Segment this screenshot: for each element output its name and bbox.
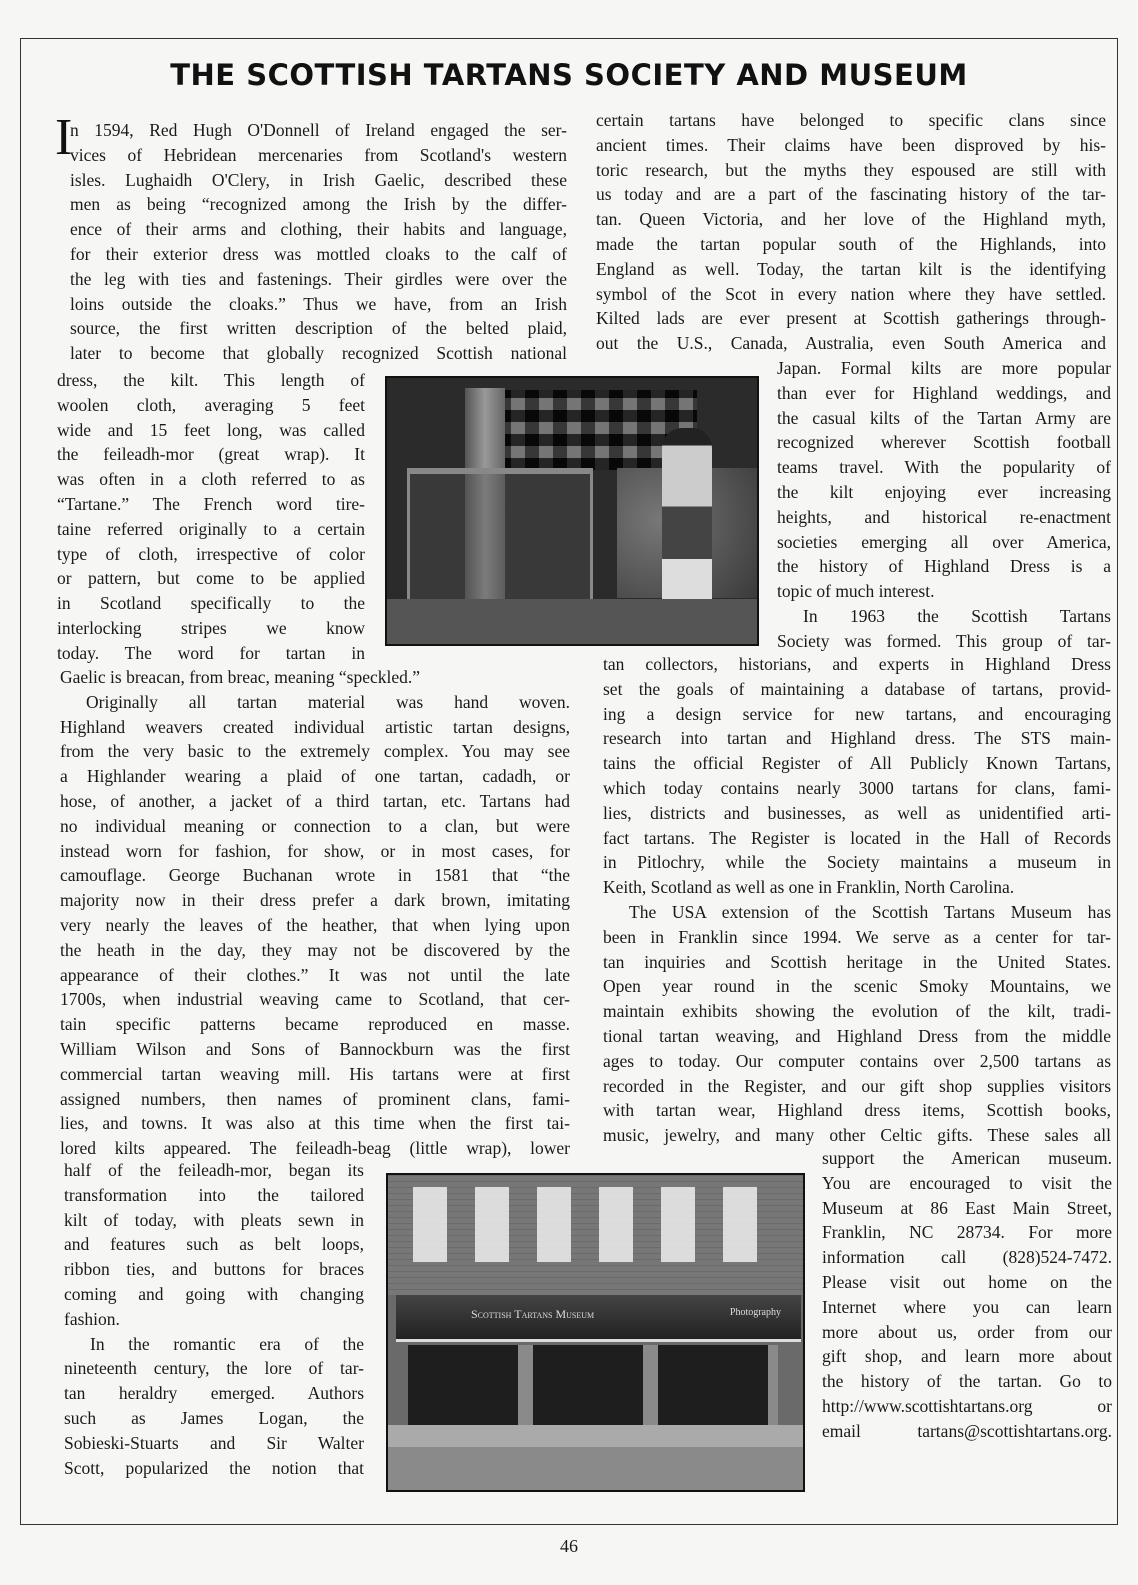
text-line: nineteenth century, the lore of tar- [64, 1358, 364, 1379]
sidewalk [388, 1425, 803, 1447]
text-line: tan collectors, historians, and experts in Highland Dress [603, 654, 1111, 674]
text-line: ancient times. Their claims have been disproved by his- [596, 134, 1106, 155]
text-line: You are encouraged to visit the [822, 1172, 1112, 1193]
text-line: with tartan wear, Highland dress items, Scottish books, [603, 1100, 1111, 1121]
text-line: made the tartan popular south of the Highlands, into [596, 233, 1106, 254]
floor [387, 599, 757, 644]
upper-windows [413, 1187, 773, 1262]
text-line: Museum at 86 East Main Street, [822, 1197, 1112, 1218]
text-line: tan. Queen Victoria, and her love of the Highland myth, [596, 209, 1106, 230]
text-line: dress, the kilt. This length of [57, 370, 365, 390]
text-line: interlocking stripes we know [57, 617, 365, 638]
text-line: wide and 15 feet long, was called [57, 419, 365, 440]
text-line: maintain exhibits showing the evolution of the kilt, tradi- [603, 1001, 1111, 1022]
text-line: William Wilson and Sons of Bannockburn was the first [60, 1038, 570, 1059]
text-line: source, the first written description of the belted plaid, [70, 318, 567, 339]
text-line: tains the official Register of All Publicly Known Tartans, [603, 753, 1111, 774]
text-line: topic of much interest. [777, 581, 935, 602]
shop-windows [408, 1345, 778, 1425]
text-line: isles. Lughaidh O'Clery, in Irish Gaelic, described these [70, 169, 567, 190]
text-line: fashion. [64, 1308, 120, 1329]
text-line: set the goals of maintaining a database of tartans, provid- [603, 678, 1111, 699]
text-line: toric research, but the myths they espoused are still with [596, 159, 1106, 180]
text-line: later to become that globally recognized Scottish national [70, 343, 567, 364]
text-line: tan inquiries and Scottish heritage in the United States. [603, 951, 1111, 972]
text-line: lies, and towns. It was also at this time when the first tai- [60, 1113, 570, 1134]
text-line: gift shop, and learn more about [822, 1346, 1112, 1367]
article-title: THE SCOTTISH TARTANS SOCIETY AND MUSEUM [170, 58, 968, 92]
text-line: heights, and historical re-enactment [777, 506, 1111, 527]
text-block-left-narrow-2 [64, 1158, 364, 1480]
text-line: In 1963 the Scottish Tartans [803, 605, 1111, 626]
text-line: today. The word for tartan in [57, 642, 365, 663]
text-line: teams travel. With the popularity of [777, 457, 1111, 478]
text-line: a Highlander wearing a plaid of one tartan, cadadh, or [60, 766, 570, 787]
text-line: societies emerging all over America, [777, 531, 1111, 552]
mannequin [662, 428, 712, 603]
awning [396, 1295, 801, 1342]
text-line: In the romantic era of the [90, 1333, 364, 1354]
text-line: Scott, popularized the notion that [64, 1457, 364, 1478]
text-line: vices of Hebridean mercenaries from Scotland's western [70, 144, 567, 165]
loom [407, 468, 593, 607]
page-number: 46 [560, 1536, 578, 1556]
text-line: n 1594, Red Hugh O'Donnell of Ireland engaged the ser- [70, 120, 567, 140]
text-line: fact tartans. The Register is located in the Hall of Records [603, 827, 1111, 848]
text-line: ence of their arms and clothing, their habits and language, [70, 219, 567, 240]
text-line: for their exterior dress was mottled cloaks to the calf of [70, 243, 567, 264]
text-line: Gaelic is breacan, from breac, meaning “speckled.” [60, 667, 421, 687]
text-line: the casual kilts of the Tartan Army are [777, 407, 1111, 428]
text-line: lies, districts and businesses, as well as unidentified arti- [603, 802, 1111, 823]
text-line: symbol of the Scot in every nation where they have settled. [596, 283, 1106, 304]
text-line: Internet where you can learn [822, 1296, 1112, 1317]
text-line: the history of the tartan. Go to [822, 1371, 1112, 1392]
text-line: music, jewelry, and many other Celtic gifts. These sales all [603, 1125, 1111, 1146]
text-line: woolen cloth, averaging 5 feet [57, 394, 365, 415]
text-line: information call (828)524-7472. [822, 1247, 1112, 1268]
text-line: majority now in their dress prefer a dark brown, imitating [60, 890, 570, 911]
street [388, 1447, 803, 1490]
text-block-intro [70, 118, 567, 366]
text-line: camouflage. George Buchanan wrote in 1581 that “the [60, 865, 570, 886]
text-line: such as James Logan, the [64, 1407, 364, 1428]
text-line: coming and going with changing [64, 1283, 364, 1304]
text-line: Please visit out home on the [822, 1271, 1112, 1292]
text-line: certain tartans have belonged to specific clans since [596, 110, 1106, 130]
text-line: support the American museum. [822, 1148, 1112, 1168]
text-line: Sobieski-Stuarts and Sir Walter [64, 1432, 364, 1453]
text-line: kilt of today, with pleats sewn in [64, 1209, 364, 1230]
text-line: type of cloth, irrespective of color [57, 543, 365, 564]
text-line: instead worn for fashion, for show, or in most cases, for [60, 840, 570, 861]
text-line: men as being “recognized among the Irish by the differ- [70, 194, 567, 215]
text-line: tan heraldry emerged. Authors [64, 1383, 364, 1404]
text-line: was often in a cloth referred to as [57, 469, 365, 490]
text-line: commercial tartan weaving mill. His tartans were at first [60, 1063, 570, 1084]
text-line: Open year round in the scenic Smoky Mountains, we [603, 976, 1111, 997]
text-line: Kilted lads are ever present at Scottish gatherings through- [596, 308, 1106, 329]
text-line: in Scotland specifically to the [57, 593, 365, 614]
text-block-right-main [603, 652, 1111, 1148]
text-line: which today contains nearly 3000 tartans for clans, fami- [603, 777, 1111, 798]
text-line: loins outside the cloaks.” Thus we have, from an Irish [70, 293, 567, 314]
text-line: taine referred originally to a certain [57, 518, 365, 539]
text-line: out the U.S., Canada, Australia, even South America and [596, 333, 1106, 354]
text-line: email tartans@scottishtartans.org. [822, 1420, 1112, 1441]
text-line: hose, of another, a jacket of a third tartan, etc. Tartans had [60, 790, 570, 811]
text-line: assigned numbers, then names of prominent clans, fami- [60, 1088, 570, 1109]
awning-text-photography: Photography [729, 1307, 781, 1318]
text-line: half of the feileadh-mor, began its [64, 1160, 364, 1180]
text-line: England as well. Today, the tartan kilt is the identifying [596, 258, 1106, 279]
text-line: recorded in the Register, and our gift shop supplies visitors [603, 1075, 1111, 1096]
text-line: been in Franklin since 1994. We serve as a center for tar- [603, 926, 1111, 947]
drop-cap: I [55, 109, 73, 166]
photo-loom-exhibit [385, 376, 759, 646]
text-line: very nearly the leaves of the heather, that when lying upon [60, 914, 570, 935]
text-block-left-narrow-1 [57, 368, 365, 666]
text-line: transformation into the tailored [64, 1184, 364, 1205]
text-line: tional tartan weaving, and Highland Dress from the middle [603, 1025, 1111, 1046]
text-line: more about us, order from our [822, 1321, 1112, 1342]
text-line: Highland weavers created individual artistic tartan designs, [60, 716, 570, 737]
text-line: than ever for Highland weddings, and [777, 382, 1111, 403]
text-block-right-top [596, 108, 1106, 356]
text-line: Keith, Scotland as well as one in Franklin, North Carolina. [603, 877, 1015, 898]
text-line: and features such as belt loops, [64, 1234, 364, 1255]
text-line: ages to today. Our computer contains over 2,500 tartans as [603, 1050, 1111, 1071]
text-line: research into tartan and Highland dress. The STS main- [603, 728, 1111, 749]
text-line: from the very basic to the extremely complex. You may see [60, 741, 570, 762]
text-line: Franklin, NC 28734. For more [822, 1222, 1112, 1243]
text-line: 1700s, when industrial weaving came to Scotland, that cer- [60, 989, 570, 1010]
text-line: lored kilts appeared. The feileadh-beag (little wrap), lower [60, 1138, 570, 1159]
text-line: the heath in the day, they may not be discovered by the [60, 939, 570, 960]
text-line: the leg with ties and fastenings. Their girdles were over the [70, 268, 567, 289]
text-line: Japan. Formal kilts are more popular [777, 358, 1111, 378]
text-line: “Tartane.” The French word tire- [57, 493, 365, 514]
text-line: Society was formed. This group of tar- [777, 630, 1111, 651]
text-line: the feileadh-mor (great wrap). It [57, 444, 365, 465]
photo-museum-storefront [386, 1173, 805, 1492]
text-line: in Pitlochry, while the Society maintains a museum in [603, 852, 1111, 873]
text-line: ing a design service for new tartans, and encouraging [603, 703, 1111, 724]
text-block-right-narrow-2 [822, 1146, 1112, 1444]
text-line: ribbon ties, and buttons for braces [64, 1259, 364, 1280]
text-line: Originally all tartan material was hand woven. [86, 691, 570, 712]
text-line: recognized wherever Scottish football [777, 432, 1111, 453]
text-block-left-main [60, 665, 570, 1161]
text-line: no individual meaning or connection to a clan, but were [60, 815, 570, 836]
text-line: appearance of their clothes.” It was not until the late [60, 964, 570, 985]
text-line: tain specific patterns became reproduced en masse. [60, 1014, 570, 1035]
text-line: The USA extension of the Scottish Tartans Museum has [629, 901, 1111, 922]
text-line: http://www.scottishtartans.org or [822, 1395, 1112, 1416]
text-line: the kilt enjoying ever increasing [777, 481, 1111, 502]
text-line: us today and are a part of the fascinating history of the tar- [596, 184, 1106, 205]
text-block-right-narrow-1 [777, 356, 1111, 654]
awning-text-museum: Scottish Tartans Museum [471, 1307, 595, 1321]
text-line: the history of Highland Dress is a [777, 556, 1111, 577]
text-line: or pattern, but come to be applied [57, 568, 365, 589]
